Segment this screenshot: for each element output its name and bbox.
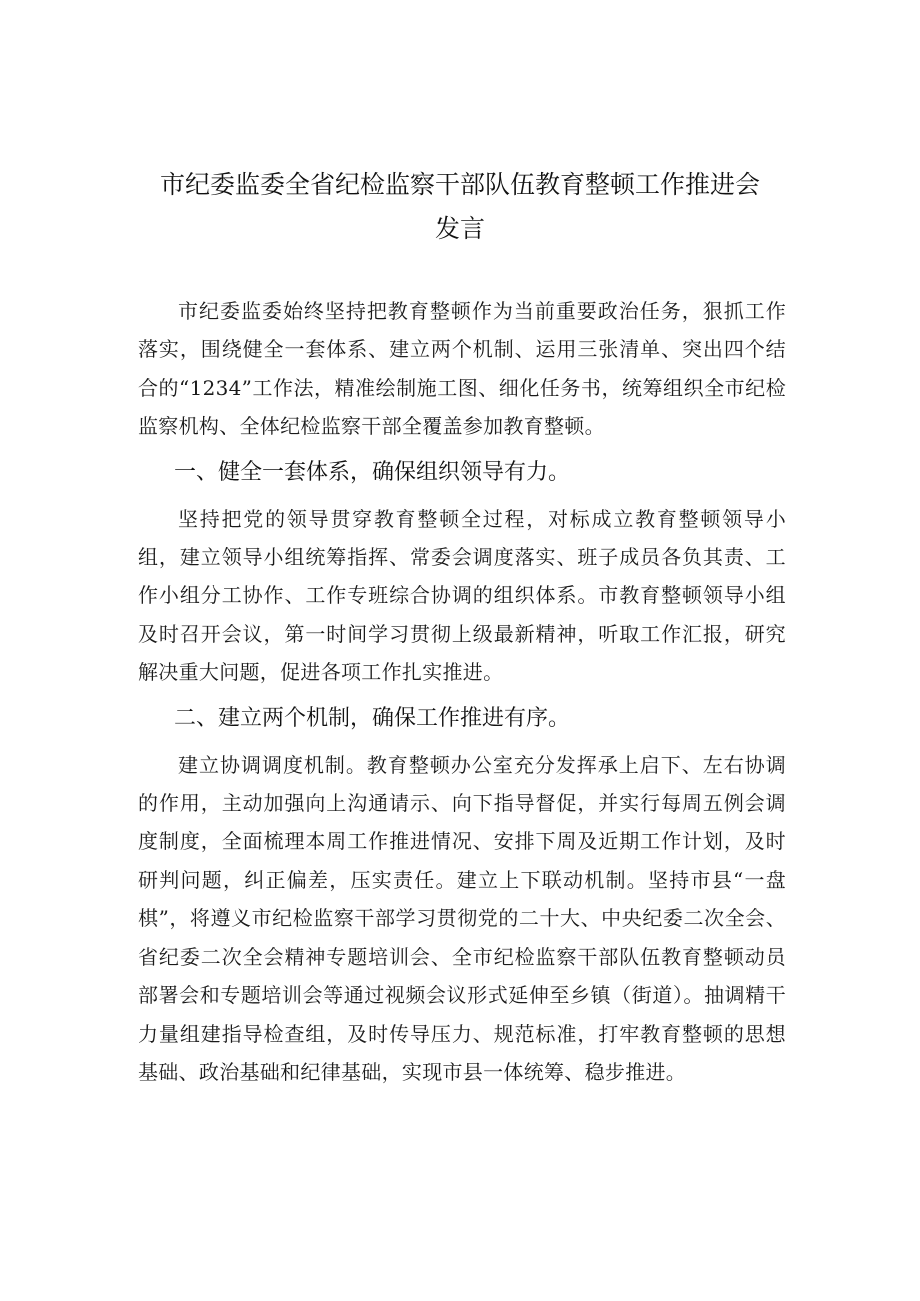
section2-paragraph: 建立协调调度机制。教育整顿办公室充分发挥承上启下、左右协调的作用，主动加强向上沟通请示、向下指导督促，并实行每周五例会调度制度，全面梳理本周工作推进情况、安排下周及近期工作计划，及时研判问题，纠正偏差，压实责任。建立上下联动机制。坚持市县“一盘棋”，将遵义市纪检监察干部学习贯彻党的二十大、中央纪委二次全会、省纪委二次全会精神专题培训会、全市纪检监察干部队伍教育整顿动员部署会和专题培训会等通过视频会议形式延伸至乡镇（街道）。抽调精干力量组建指导检查组，及时传导压力、规范标准，打牢教育整顿的思想基础、政治基础和纪律基础，实现市县一体统筹、稳步推进。 bbox=[138, 752, 786, 1084]
document-title-line2: 发言 bbox=[434, 214, 485, 243]
section2-heading: 二、建立两个机制，确保工作推进有序。 bbox=[174, 705, 571, 731]
document-title-line1: 市纪委监委全省纪检监察干部队伍教育整顿工作推进会 bbox=[159, 170, 760, 199]
section1-heading: 一、健全一套体系，确保组织领导有力。 bbox=[174, 459, 571, 485]
intro-paragraph: 市纪委监委始终坚持把教育整顿作为当前重要政治任务，狠抓工作落实，围绕健全一套体系、建立两个机制、运用三张清单、突出四个结合的“1234”工作法，精准绘制施工图、细化任务书，统筹组织全市纪检监察机构、全体纪检监察干部全覆盖参加教育整顿。 bbox=[138, 299, 786, 439]
section1-paragraph: 坚持把党的领导贯穿教育整顿全过程，对标成立教育整顿领导小组，建立领导小组统筹指挥、常委会调度落实、班子成员各负其责、工作小组分工协作、工作专班综合协调的组织体系。市教育整顿领导小组及时召开会议，第一时间学习贯彻上级最新精神，听取工作汇报，研究解决重大问题，促进各项工作扎实推进。 bbox=[138, 506, 786, 685]
document-body bbox=[138, 292, 786, 1091]
